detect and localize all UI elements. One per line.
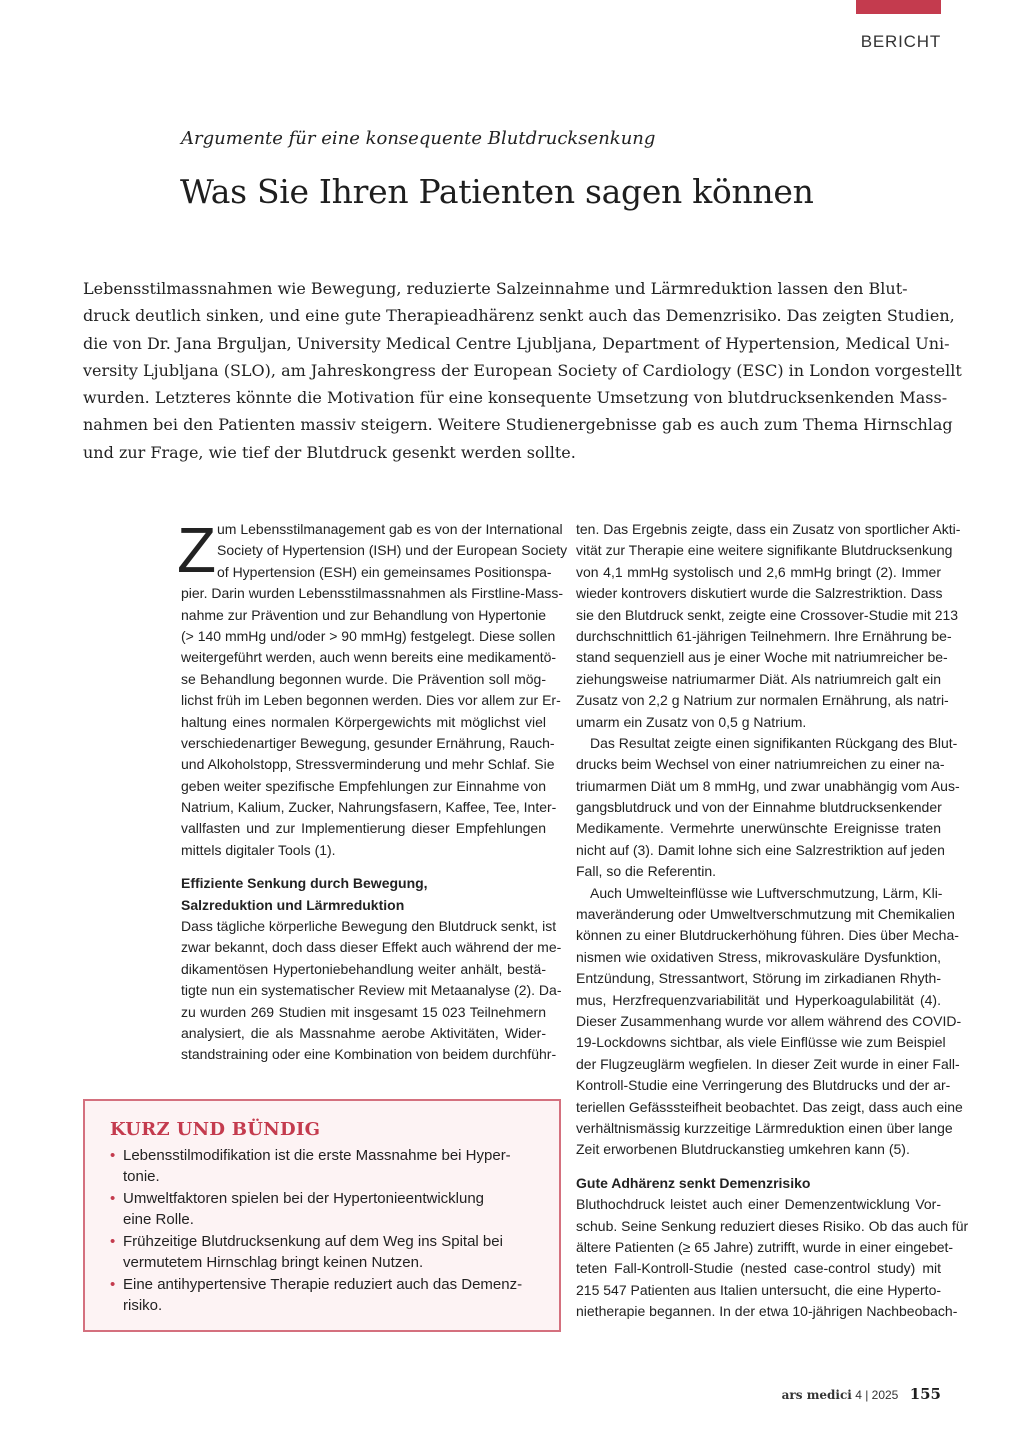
- summary-item-line: risiko.: [123, 1296, 163, 1314]
- body-line: um Lebensstilmanagement gab es von der International: [217, 521, 563, 537]
- body-line: nahme zur Prävention und zur Behandlung von Hypertonie: [181, 606, 546, 623]
- body-line: pier. Darin wurden Lebensstilmassnahmen als Firstline-Mass-: [181, 585, 564, 602]
- body-line: of Hypertension (ESH) ein gemeinsames Positionspa-: [217, 563, 552, 580]
- article-lead: [83, 275, 962, 466]
- body-line: und Alkoholstopp, Stressverminderung und mehr Schlaf. Sie: [181, 756, 555, 773]
- summary-item-line: Lebensstilmodifikation ist die erste Massnahme bei Hyper-: [123, 1147, 511, 1164]
- body-line: zwar bekannt, doch dass dieser Effekt auch während der me-: [181, 939, 562, 956]
- bullet-icon: •: [110, 1233, 116, 1250]
- body-line: lichst früh im Leben begonnen werden. Dies vor allem zur Er-: [181, 692, 561, 709]
- body-line: teten Fall-Kontroll-Studie (nested case-control study) mit: [576, 1260, 941, 1277]
- summary-item-line: eine Rolle.: [123, 1210, 194, 1228]
- lead-line: Lebensstilmassnahmen wie Bewegung, reduzierte Salzeinnahme und Lärmreduktion lassen den Blut-: [83, 279, 908, 298]
- body-line: durchschnittlich 61-jährigen Teilnehmern. Ihre Ernährung be-: [576, 627, 952, 644]
- body-line: Natrium, Kalium, Zucker, Nahrungsfasern, Kaffee, Tee, Inter-: [181, 799, 557, 816]
- body-line: tigte nun ein systematischer Review mit Metaanalyse (2). Da-: [181, 982, 562, 999]
- dropcap-paragraph-start: [177, 514, 568, 586]
- body-line: Society of Hypertension (ISH) und der European Society: [217, 542, 568, 559]
- body-line: Kontroll-Studie eine Verringerung des Blutdrucks und der ar-: [576, 1077, 951, 1094]
- body-line: nismen wie oxidativen Stress, mikrovaskuläre Dysfunktion,: [576, 948, 941, 965]
- body-line: 19-Lockdowns sichtbar, als viele Einflüsse wie zum Beispiel: [576, 1034, 946, 1051]
- body-line: wieder kontrovers diskutiert wurde die Salzrestriktion. Dass: [576, 585, 943, 602]
- body-line: Auch Umwelteinflüsse wie Luftverschmutzung, Lärm, Kli-: [590, 884, 943, 901]
- body-line: geben weiter spezifische Empfehlungen zur Einnahme von: [181, 777, 546, 794]
- bullet-icon: •: [110, 1190, 116, 1207]
- body-line: der Flugzeuglärm wegfielen. In dieser Zeit wurde in einer Fall-: [576, 1055, 960, 1072]
- body-line: haltung eines normalen Körpergewichts mit möglichst viel: [181, 713, 546, 730]
- body-line: Dieser Zusammenhang wurde vor allem während des COVID-: [576, 1012, 962, 1029]
- body-line: teriellen Gefässsteifheit beobachtet. Das zeigt, dass auch eine: [576, 1098, 963, 1115]
- body-line: Bluthochdruck leistet auch einer Demenzentwicklung Vor-: [576, 1196, 941, 1213]
- body-line: analysiert, die als Massnahme aerobe Aktivitäten, Wider-: [181, 1024, 546, 1041]
- body-line: mittels digitaler Tools (1).: [181, 841, 336, 858]
- body-line: verschiedenartiger Bewegung, gesunder Ernährung, Rauch-: [181, 734, 555, 751]
- body-line: zu wurden 269 Studien mit insgesamt 15 023 Teilnehmern: [181, 1003, 546, 1020]
- summary-list: [110, 1146, 540, 1318]
- body-line: 215 547 Patienten aus Italien untersucht, die eine Hyperto-: [576, 1281, 942, 1298]
- body-line: Zusatz von 2,2 g Natrium zur normalen Ernährung, als natri-: [576, 692, 949, 709]
- magazine-name: ars medici: [781, 1388, 852, 1402]
- bullet-icon: •: [110, 1147, 116, 1164]
- body-line: sie den Blutdruck senkt, zeigte eine Crossover-Studie mit 213: [576, 606, 959, 623]
- summary-item-line: Frühzeitige Blutdrucksenkung auf dem Weg ins Spital bei: [123, 1233, 503, 1250]
- article-title: Was Sie Ihren Patienten sagen können: [180, 172, 814, 211]
- lead-line: die von Dr. Jana Brguljan, University Medical Centre Ljubljana, Department of Hypertension, Medical Uni-: [83, 333, 950, 353]
- body-line: Das Resultat zeigte einen signifikanten Rückgang des Blut-: [590, 734, 958, 751]
- lead-line: und zur Frage, wie tief der Blutdruck gesenkt werden sollte.: [83, 442, 576, 462]
- body-line: Fall, so die Referentin.: [576, 863, 717, 880]
- body-line: dikamentösen Hypertoniebehandlung weiter anhält, bestä-: [181, 960, 546, 977]
- issue-number: 4 | 2025: [855, 1388, 899, 1402]
- lead-line: wurden. Letzteres könnte die Motivation für eine konsequente Umsetzung von blutdrucksenkenden Mass-: [83, 388, 948, 408]
- body-line: vität zur Therapie eine weitere signifikante Blutdrucksenkung: [576, 542, 953, 559]
- body-line: Zeit erworbenen Blutdruckanstieg umkehren kann (5).: [576, 1141, 910, 1158]
- body-line: se Behandlung begonnen wurde. Die Prävention soll mög-: [181, 670, 546, 687]
- body-line: stand sequenziell aus je einer Woche mit natriumreicher be-: [576, 649, 948, 666]
- body-line: umarm ein Zusatz von 0,5 g Natrium.: [576, 713, 807, 730]
- section-heading: Effiziente Senkung durch Bewegung,: [181, 875, 428, 892]
- body-line: drucks beim Wechsel von einer natriumreichen zu einer na-: [576, 756, 945, 773]
- body-line: standstraining oder eine Kombination von beidem durchführ-: [181, 1046, 557, 1063]
- lead-line: druck deutlich sinken, und eine gute Therapieadhärenz senkt auch das Demenzrisiko. Das zeigten Studien,: [83, 306, 955, 326]
- summary-item-line: Umweltfaktoren spielen bei der Hypertonieentwicklung: [123, 1190, 485, 1207]
- body-line: Entzündung, Stressantwort, Störung im zirkadianen Rhyth-: [576, 970, 941, 987]
- body-line: mus, Herzfrequenzvariabilität und Hyperkoagulabilität (4).: [576, 991, 941, 1008]
- summary-item-line: vermutetem Hirnschlag bringt keinen Nutzen.: [123, 1253, 424, 1271]
- body-line: ältere Patienten (≥ 65 Jahre) zutrifft, wurde in einer eingebet-: [576, 1238, 954, 1255]
- body-line: maveränderung oder Umweltverschmutzung mit Chemikalien: [576, 906, 955, 923]
- summary-box-title: KURZ UND BÜNDIG: [110, 1119, 321, 1140]
- accent-bar: [856, 0, 941, 14]
- body-line: Medikamente. Vermehrte unerwünschte Ereignisse traten: [576, 820, 941, 837]
- summary-item-line: Eine antihypertensive Therapie reduziert auch das Demenz-: [123, 1276, 523, 1293]
- page-number: 155: [909, 1385, 941, 1403]
- body-line: ten. Das Ergebnis zeigte, dass ein Zusatz von sportlicher Akti-: [576, 521, 961, 537]
- body-line: verhältnismässig kurzzeitige Lärmreduktion einen über lange: [576, 1119, 953, 1136]
- bullet-icon: •: [110, 1276, 116, 1293]
- summary-item: [110, 1146, 540, 1187]
- body-line: Dass tägliche körperliche Bewegung den Blutdruck senkt, ist: [181, 918, 557, 935]
- body-line: gangsblutdruck und von der Einnahme blutdrucksenkender: [576, 799, 942, 816]
- body-line: (> 140 mmHg und/oder > 90 mmHg) festgelegt. Diese sollen: [181, 627, 556, 644]
- body-line: triumarmen Diät um 8 mmHg, und zwar unabhängig vom Aus-: [576, 777, 960, 794]
- summary-item-line: tonie.: [123, 1167, 160, 1185]
- body-line: ziehungsweise natriumarmer Diät. Als natriumreich galt ein: [576, 670, 941, 687]
- body-line: von 4,1 mmHg systolisch und 2,6 mmHg bringt (2). Immer: [576, 563, 941, 580]
- lead-line: nahmen bei den Patienten massiv steigern. Weitere Studienergebnisse gab es auch zum Thema Hirnschlag: [83, 415, 953, 435]
- summary-item: [110, 1232, 540, 1273]
- dropcap-letter: Z: [177, 514, 217, 586]
- section-heading: Salzreduktion und Lärmreduktion: [181, 896, 405, 913]
- body-line: schub. Seine Senkung reduziert dieses Risiko. Ob das auch für: [576, 1217, 969, 1234]
- body-line: können zu einer Blutdruckerhöhung führen. Dies über Mecha-: [576, 927, 959, 944]
- body-column-right: [576, 519, 969, 1322]
- section-label: BERICHT: [860, 32, 941, 51]
- summary-item: [110, 1275, 540, 1316]
- body-line: vallfasten und zur Implementierung dieser Empfehlungen: [181, 820, 546, 837]
- summary-item: [110, 1189, 540, 1230]
- article-kicker: Argumente für eine konsequente Blutdrucksenkung: [181, 128, 656, 149]
- body-line: nicht auf (3). Damit lohne sich eine Salzrestriktion auf jeden: [576, 841, 945, 858]
- lead-line: versity Ljubljana (SLO), am Jahreskongress der European Society of Cardiology (ESC) in London vorgestellt: [83, 360, 962, 380]
- section-heading: Gute Adhärenz senkt Demenzrisiko: [576, 1174, 811, 1191]
- summary-box: [83, 1099, 561, 1332]
- body-column-left: [177, 514, 568, 1066]
- body-line: nietherapie begannen. In der etwa 10-jährigen Nachbeobach-: [576, 1303, 958, 1320]
- body-line: weitergeführt werden, auch wenn bereits eine medikamentö-: [181, 649, 557, 666]
- page-footer: [782, 1385, 941, 1403]
